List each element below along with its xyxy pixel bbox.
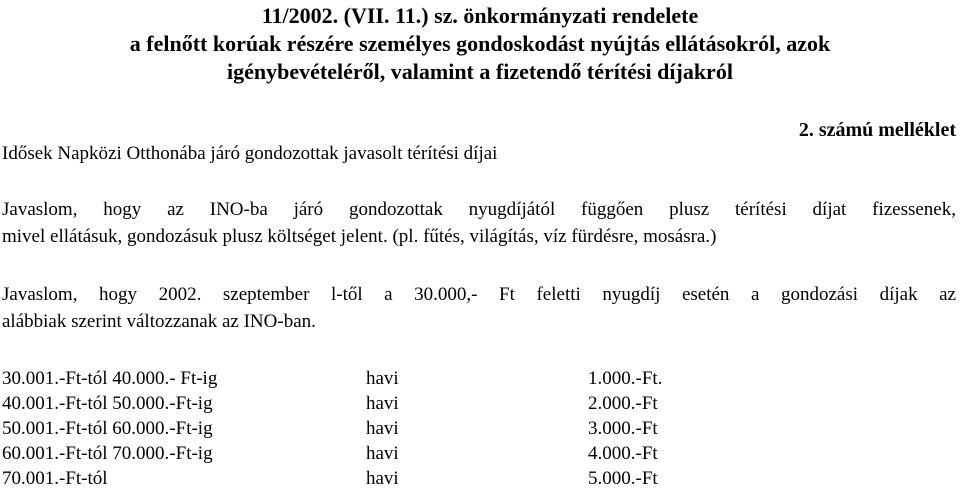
fee-period: havi [366,443,399,464]
regulation-title-line-2: a felnőtt korúak részére személyes gondoskodást nyújtás ellátásokról, azok [129,31,831,56]
income-range: 70.001.-Ft-tól [2,468,108,489]
fee-row [0,416,960,441]
fee-row [0,366,960,391]
paragraph-1-line-1: Javaslom, hogy az INO-ba járó gondozottak nyugdíjától függően plusz térítési díjat fizessenek, [2,199,956,220]
regulation-title-line-1: 11/2002. (VII. 11.) sz. önkormányzati rendelete [261,3,699,28]
fee-amount: 1.000.-Ft. [588,368,663,389]
fee-row [0,466,960,491]
regulation-title-line-3: igénybevételéről, valamint a fizetendő térítési díjakról [227,59,733,84]
annex-label: 2. számú melléklet [798,119,956,141]
paragraph-2-line-1: Javaslom, hogy 2002. szeptember l-től a 30.000,- Ft feletti nyugdíj esetén a gondozási díjak az [2,284,956,305]
income-range: 30.001.-Ft-tól 40.000.- Ft-ig [2,368,218,389]
fee-period: havi [366,418,399,439]
fee-period: havi [366,468,399,489]
fee-row [0,391,960,416]
income-range: 50.001.-Ft-tól 60.000.-Ft-ig [2,418,213,439]
paragraph-1-line-2: mivel ellátásuk, gondozásuk plusz költséget jelent. (pl. fűtés, világítás, víz fürdésre, mosásra.) [2,226,717,247]
income-range: 60.001.-Ft-tól 70.000.-Ft-ig [2,443,213,464]
fee-amount: 3.000.-Ft [588,418,658,439]
fee-amount: 4.000.-Ft [588,443,658,464]
fee-period: havi [366,393,399,414]
fee-amount: 2.000.-Ft [588,393,658,414]
paragraph-2-line-2: alábbiak szerint változzanak az INO-ban. [2,311,316,332]
income-range: 40.001.-Ft-tól 50.000.-Ft-ig [2,393,213,414]
fee-row [0,441,960,466]
section-title: Idősek Napközi Otthonába járó gondozottak javasolt térítési díjai [2,143,498,164]
fee-period: havi [366,368,399,389]
fee-amount: 5.000.-Ft [588,468,658,489]
